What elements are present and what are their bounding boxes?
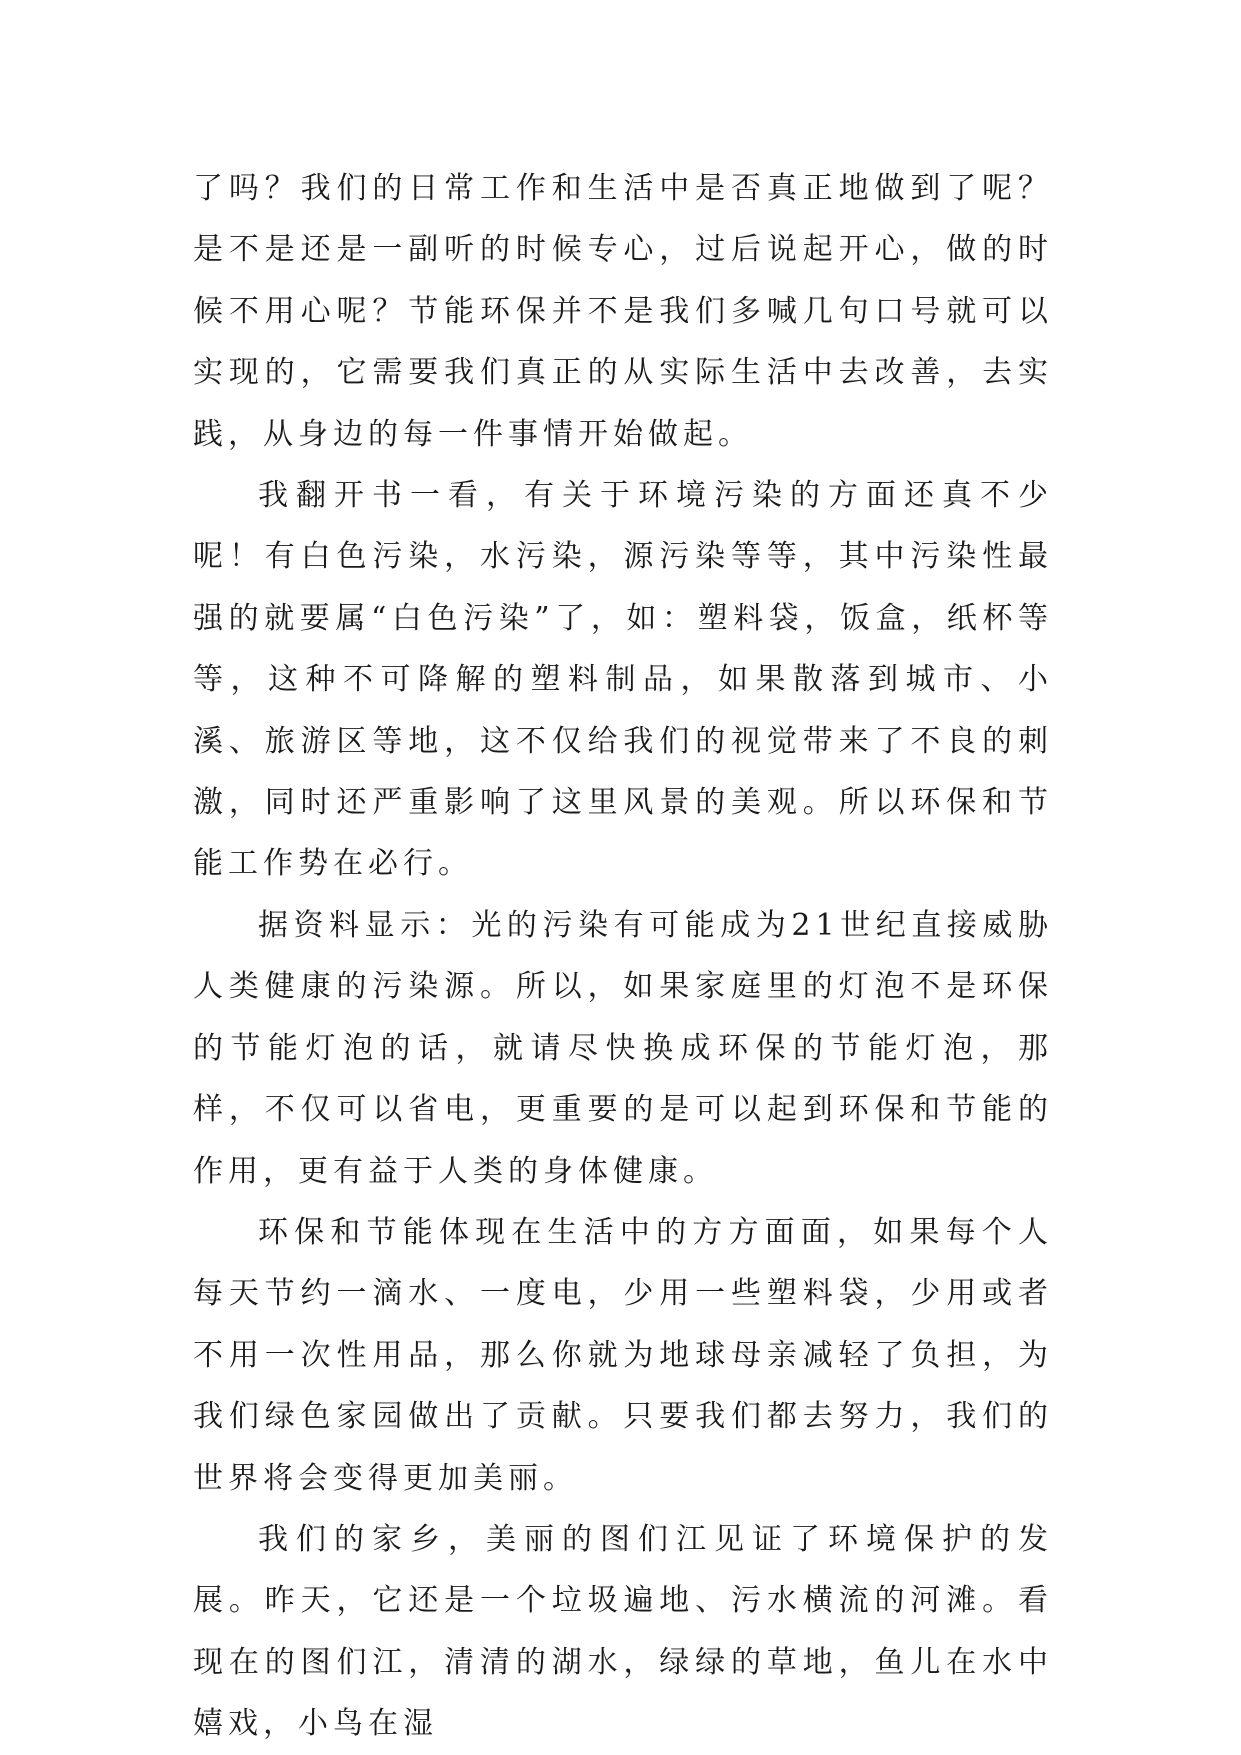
paragraph-continuation: 了吗？我们的日常工作和生活中是否真正地做到了呢？是不是还是一副听的时候专心，过后说起开心，做的时候不用心呢？节能环保并不是我们多喊几句口号就可以实现的，它需要我们真正的从实际生活中去改善，去实践，从身边的每一件事情开始做起。 xyxy=(193,171,1053,452)
paragraph-white-pollution: 我翻开书一看，有关于环境污染的方面还真不少呢！有白色污染，水污染，源污染等等，其中污染性最强的就要属“白色污染”了，如：塑料袋，饭盒，纸杯等等，这种不可降解的塑料制品，如果散落到城市、小溪、旅游区等地，这不仅给我们的视觉带来了不良的刺激，同时还严重影响了这里风景的美观。所以环保和节能工作势在必行。 xyxy=(193,478,1053,882)
paragraph-light-pollution: 据资料显示：光的污染有可能成为21世纪直接威胁人类健康的污染源。所以，如果家庭里的灯泡不是环保的节能灯泡的话，就请尽快换成环保的节能灯泡，那样，不仅可以省电，更重要的是可以起到环保和节能的作用，更有益于人类的身体健康。 xyxy=(193,907,1053,1189)
paragraph-hometown: 我们的家乡，美丽的图们江见证了环境保护的发展。昨天，它还是一个垃圾遍地、污水横流的河滩。看现在的图们江，清清的湖水，绿绿的草地，鱼儿在水中嬉戏，小鸟在湿 xyxy=(193,1521,1053,1742)
document-body xyxy=(193,158,1053,1755)
paragraph-daily-life: 环保和节能体现在生活中的方方面面，如果每个人每天节约一滴水、一度电，少用一些塑料袋，少用或者不用一次性用品，那么你就为地球母亲减轻了负担，为我们绿色家园做出了贡献。只要我们都去努力，我们的世界将会变得更加美丽。 xyxy=(193,1214,1053,1496)
